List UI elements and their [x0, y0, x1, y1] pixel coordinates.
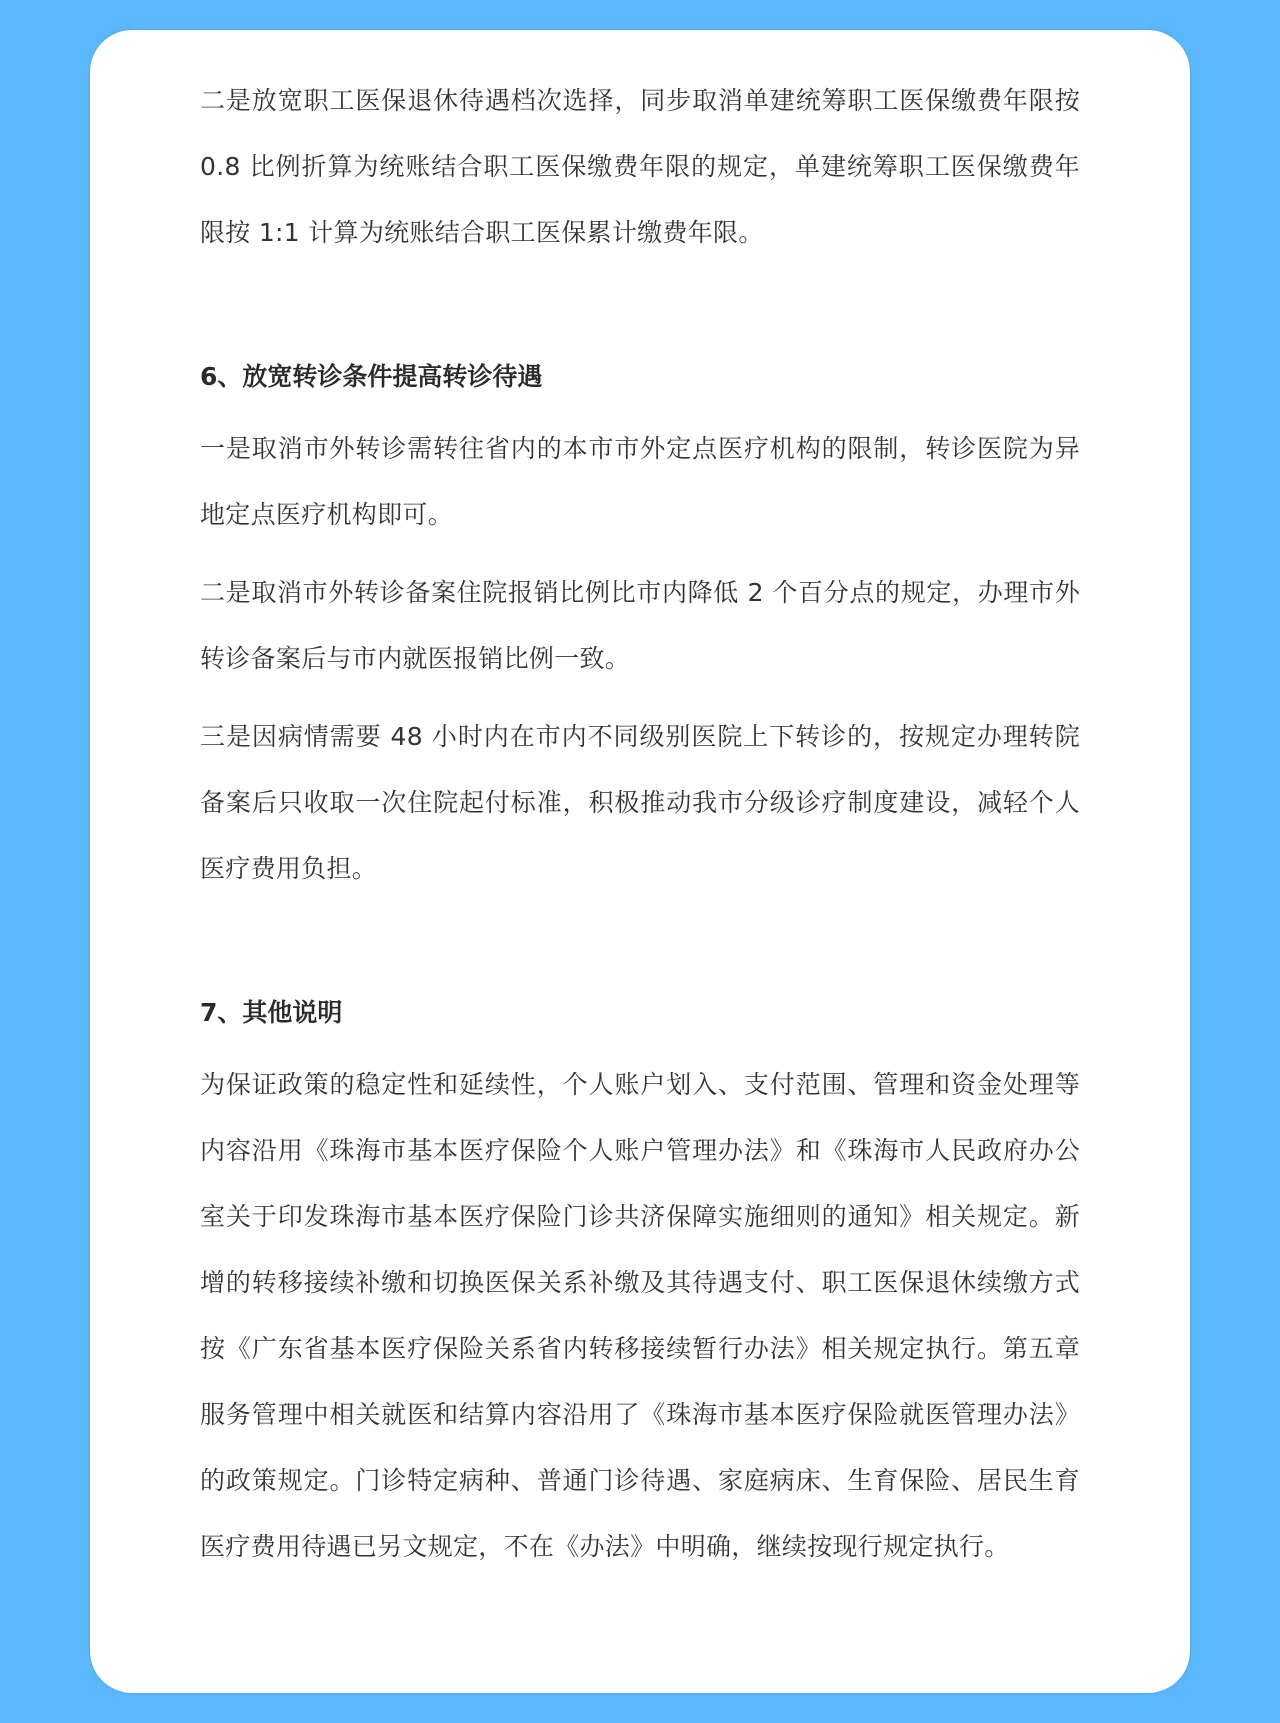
referral-paragraph-3: 三是因病情需要 48 小时内在市内不同级别医院上下转诊的，按规定办理转院备案后只收取一次住院起付标准，积极推动我市分级诊疗制度建设，减轻个人医疗费用负担。	[200, 722, 1080, 883]
referral-paragraph-1: 一是取消市外转诊需转往省内的本市市外定点医疗机构的限制，转诊医院为异地定点医疗机构即可。	[200, 434, 1080, 529]
referral-paragraph-2: 二是取消市外转诊备案住院报销比例比市内降低 2 个百分点的规定，办理市外转诊备案后与市内就医报销比例一致。	[200, 578, 1080, 673]
other-notes-paragraph: 为保证政策的稳定性和延续性，个人账户划入、支付范围、管理和资金处理等内容沿用《珠海市基本医疗保险个人账户管理办法》和《珠海市人民政府办公室关于印发珠海市基本医疗保险门诊共济保障实施细则的通知》相关规定。新增的转移接续补缴和切换医保关系补缴及其待遇支付、职工医保退休续缴方式按《广东省基本医疗保险关系省内转移接续暂行办法》相关规定执行。第五章服务管理中相关就医和结算内容沿用了《珠海市基本医疗保险就医管理办法》的政策规定。门诊特定病种、普通门诊待遇、家庭病床、生育保险、居民生育医疗费用待遇已另文规定，不在《办法》中明确，继续按现行规定执行。	[200, 1070, 1080, 1561]
section-referral	[200, 344, 1080, 902]
document-card	[90, 30, 1190, 1693]
section-other-notes	[200, 980, 1080, 1580]
section-spacer	[200, 902, 1080, 980]
intro-paragraph: 二是放宽职工医保退休待遇档次选择，同步取消单建统筹职工医保缴费年限按 0.8 比例折算为统账结合职工医保缴费年限的规定，单建统筹职工医保缴费年限按 1:1 计算为统账结合职工医保累计缴费年限。	[200, 86, 1080, 247]
document-content	[200, 68, 1080, 1580]
section-spacer	[200, 266, 1080, 344]
section-heading-other-notes: 7、其他说明	[200, 998, 343, 1027]
section-heading-referral: 6、放宽转诊条件提高转诊待遇	[200, 362, 543, 391]
